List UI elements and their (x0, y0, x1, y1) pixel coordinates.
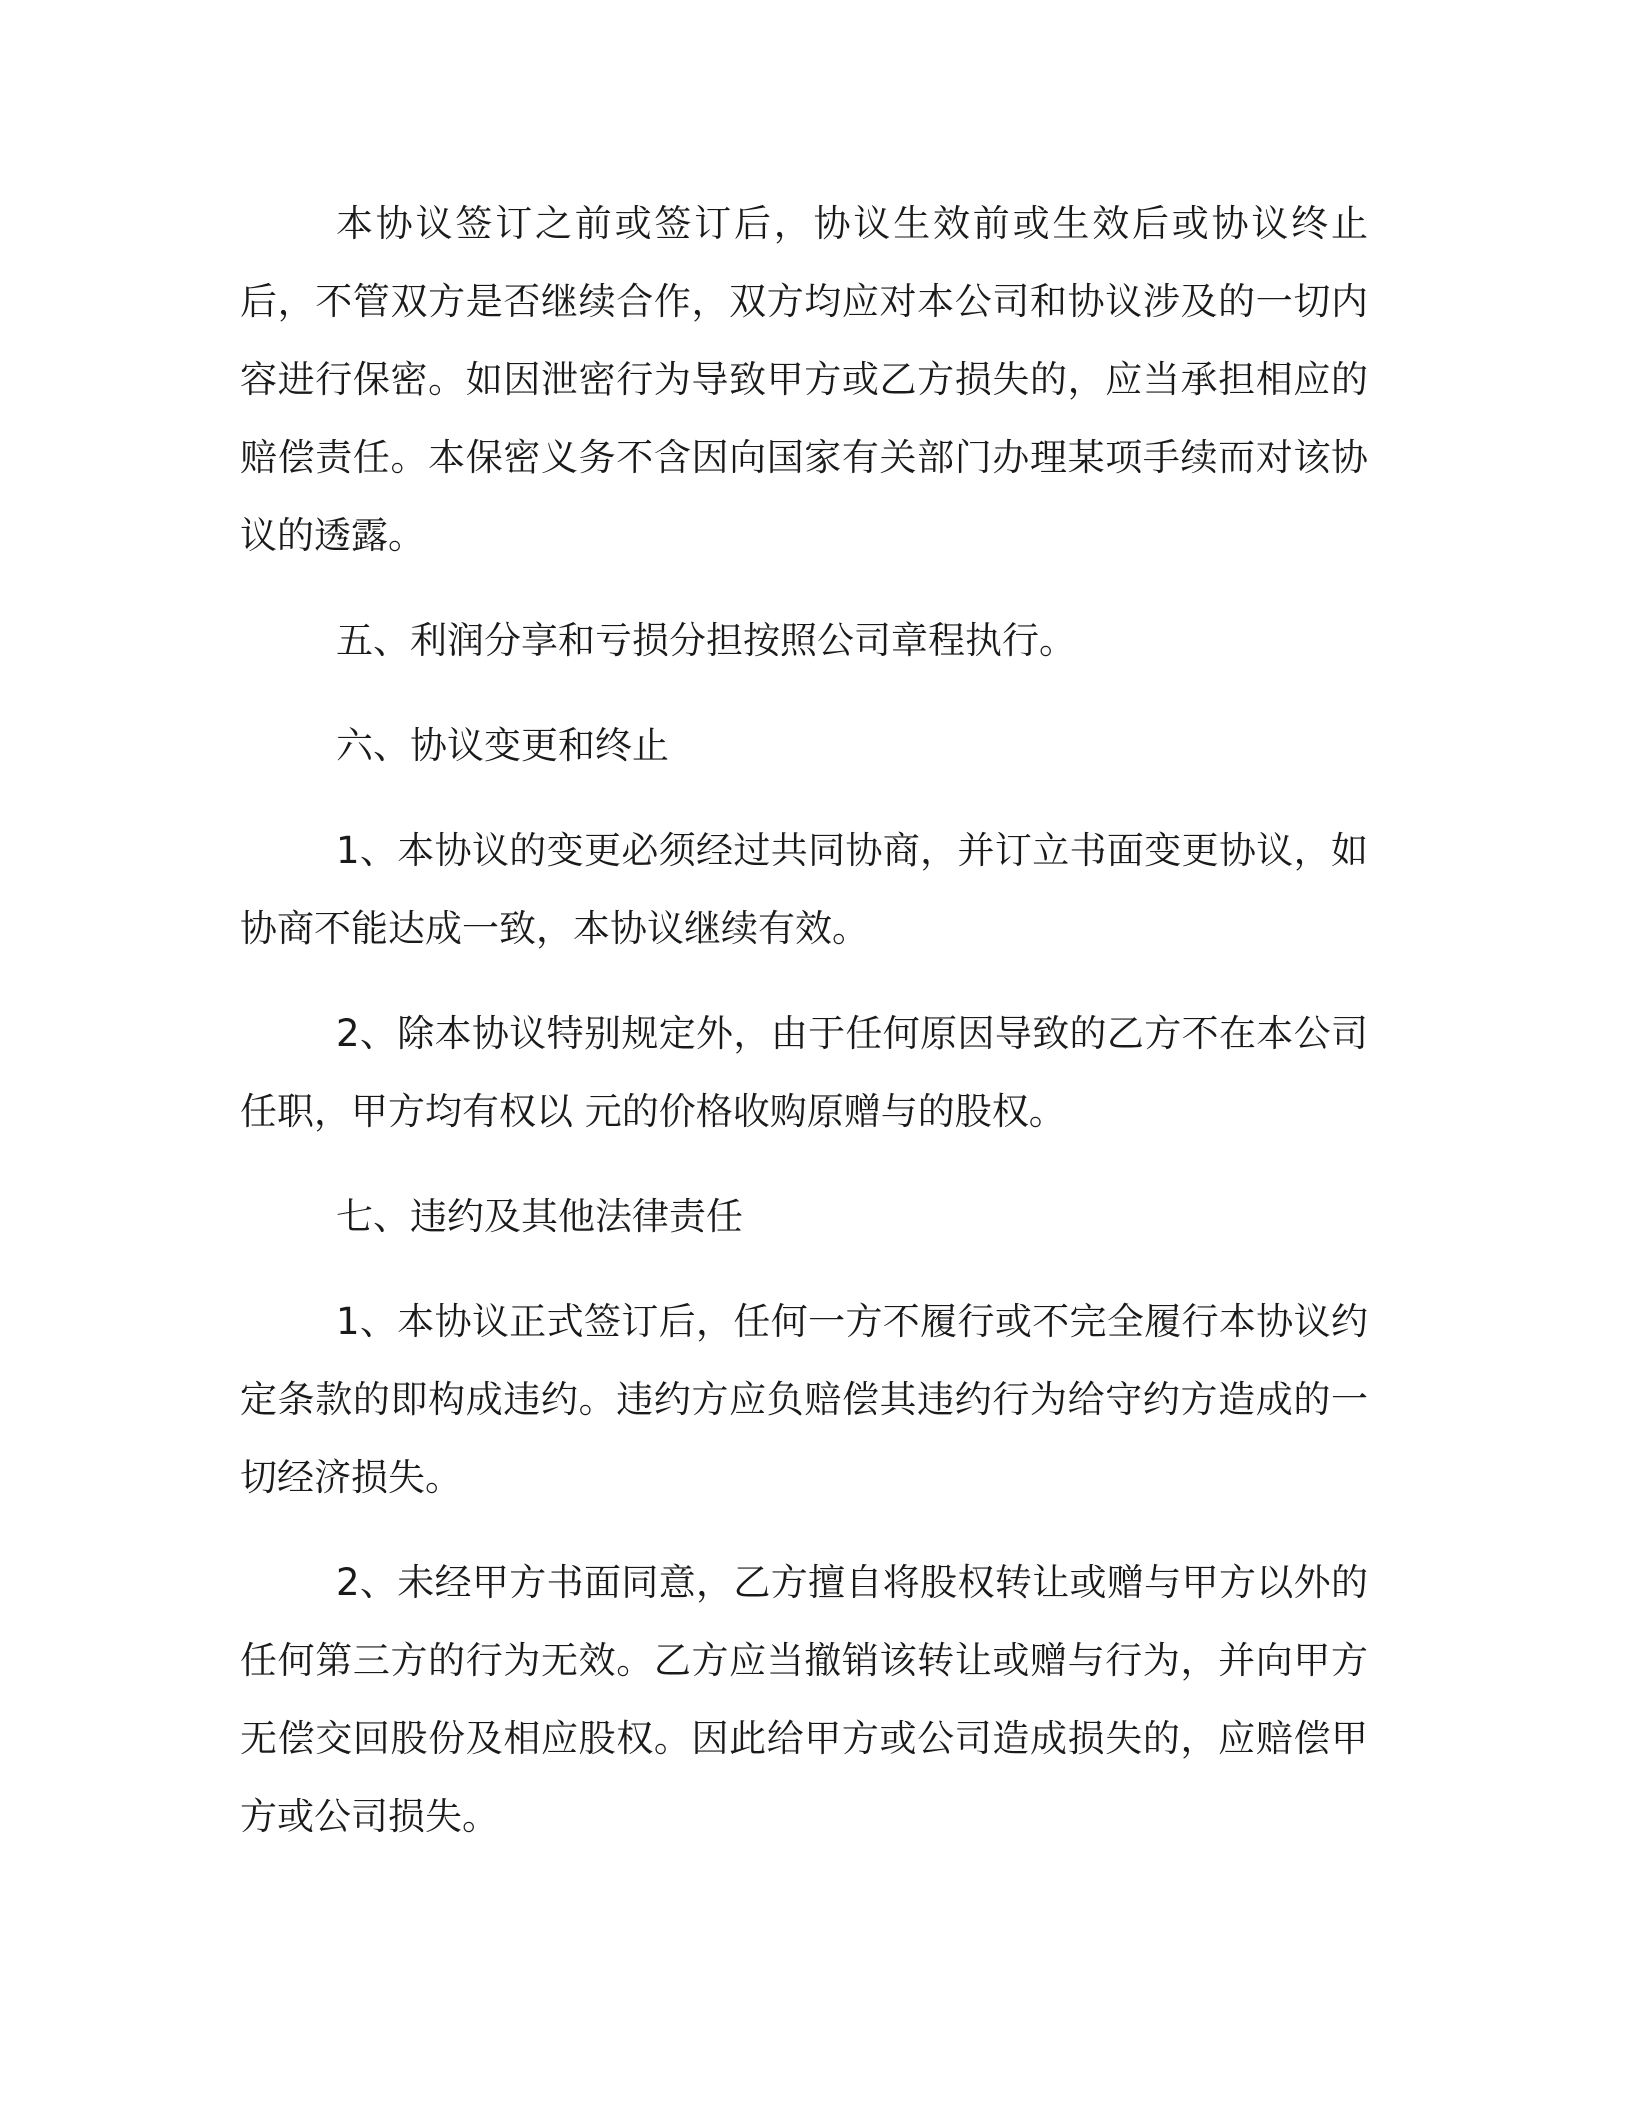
heading-section-six: 六、协议变更和终止 (336, 724, 669, 767)
paragraph-six-item-2: 2、除本协议特别规定外，由于任何原因导致的乙方不在本公司任职，甲方均有权以 元的价格收购原赠与的股权。 (240, 1012, 1368, 1133)
heading-section-seven: 七、违约及其他法律责任 (336, 1195, 743, 1238)
paragraph-six-item-1: 1、本协议的变更必须经过共同协商，并订立书面变更协议，如协商不能达成一致，本协议继续有效。 (240, 829, 1368, 950)
paragraph-seven-item-2: 2、未经甲方书面同意，乙方擅自将股权转让或赠与甲方以外的任何第三方的行为无效。乙方应当撤销该转让或赠与行为，并向甲方无偿交回股份及相应股权。因此给甲方或公司造成损失的，应赔偿甲方或公司损失。 (240, 1561, 1368, 1838)
paragraph-section-five: 五、利润分享和亏损分担按照公司章程执行。 (336, 619, 1076, 662)
paragraph-confidentiality: 本协议签订之前或签订后，协议生效前或生效后或协议终止后，不管双方是否继续合作，双方均应对本公司和协议涉及的一切内容进行保密。如因泄密行为导致甲方或乙方损失的，应当承担相应的赔偿责任。本保密义务不含因向国家有关部门办理某项手续而对该协议的透露。 (240, 202, 1368, 557)
paragraph-seven-item-1: 1、本协议正式签订后，任何一方不履行或不完全履行本协议约定条款的即构成违约。违约方应负赔偿其违约行为给守约方造成的一切经济损失。 (240, 1300, 1368, 1499)
document-body (240, 185, 1368, 1883)
